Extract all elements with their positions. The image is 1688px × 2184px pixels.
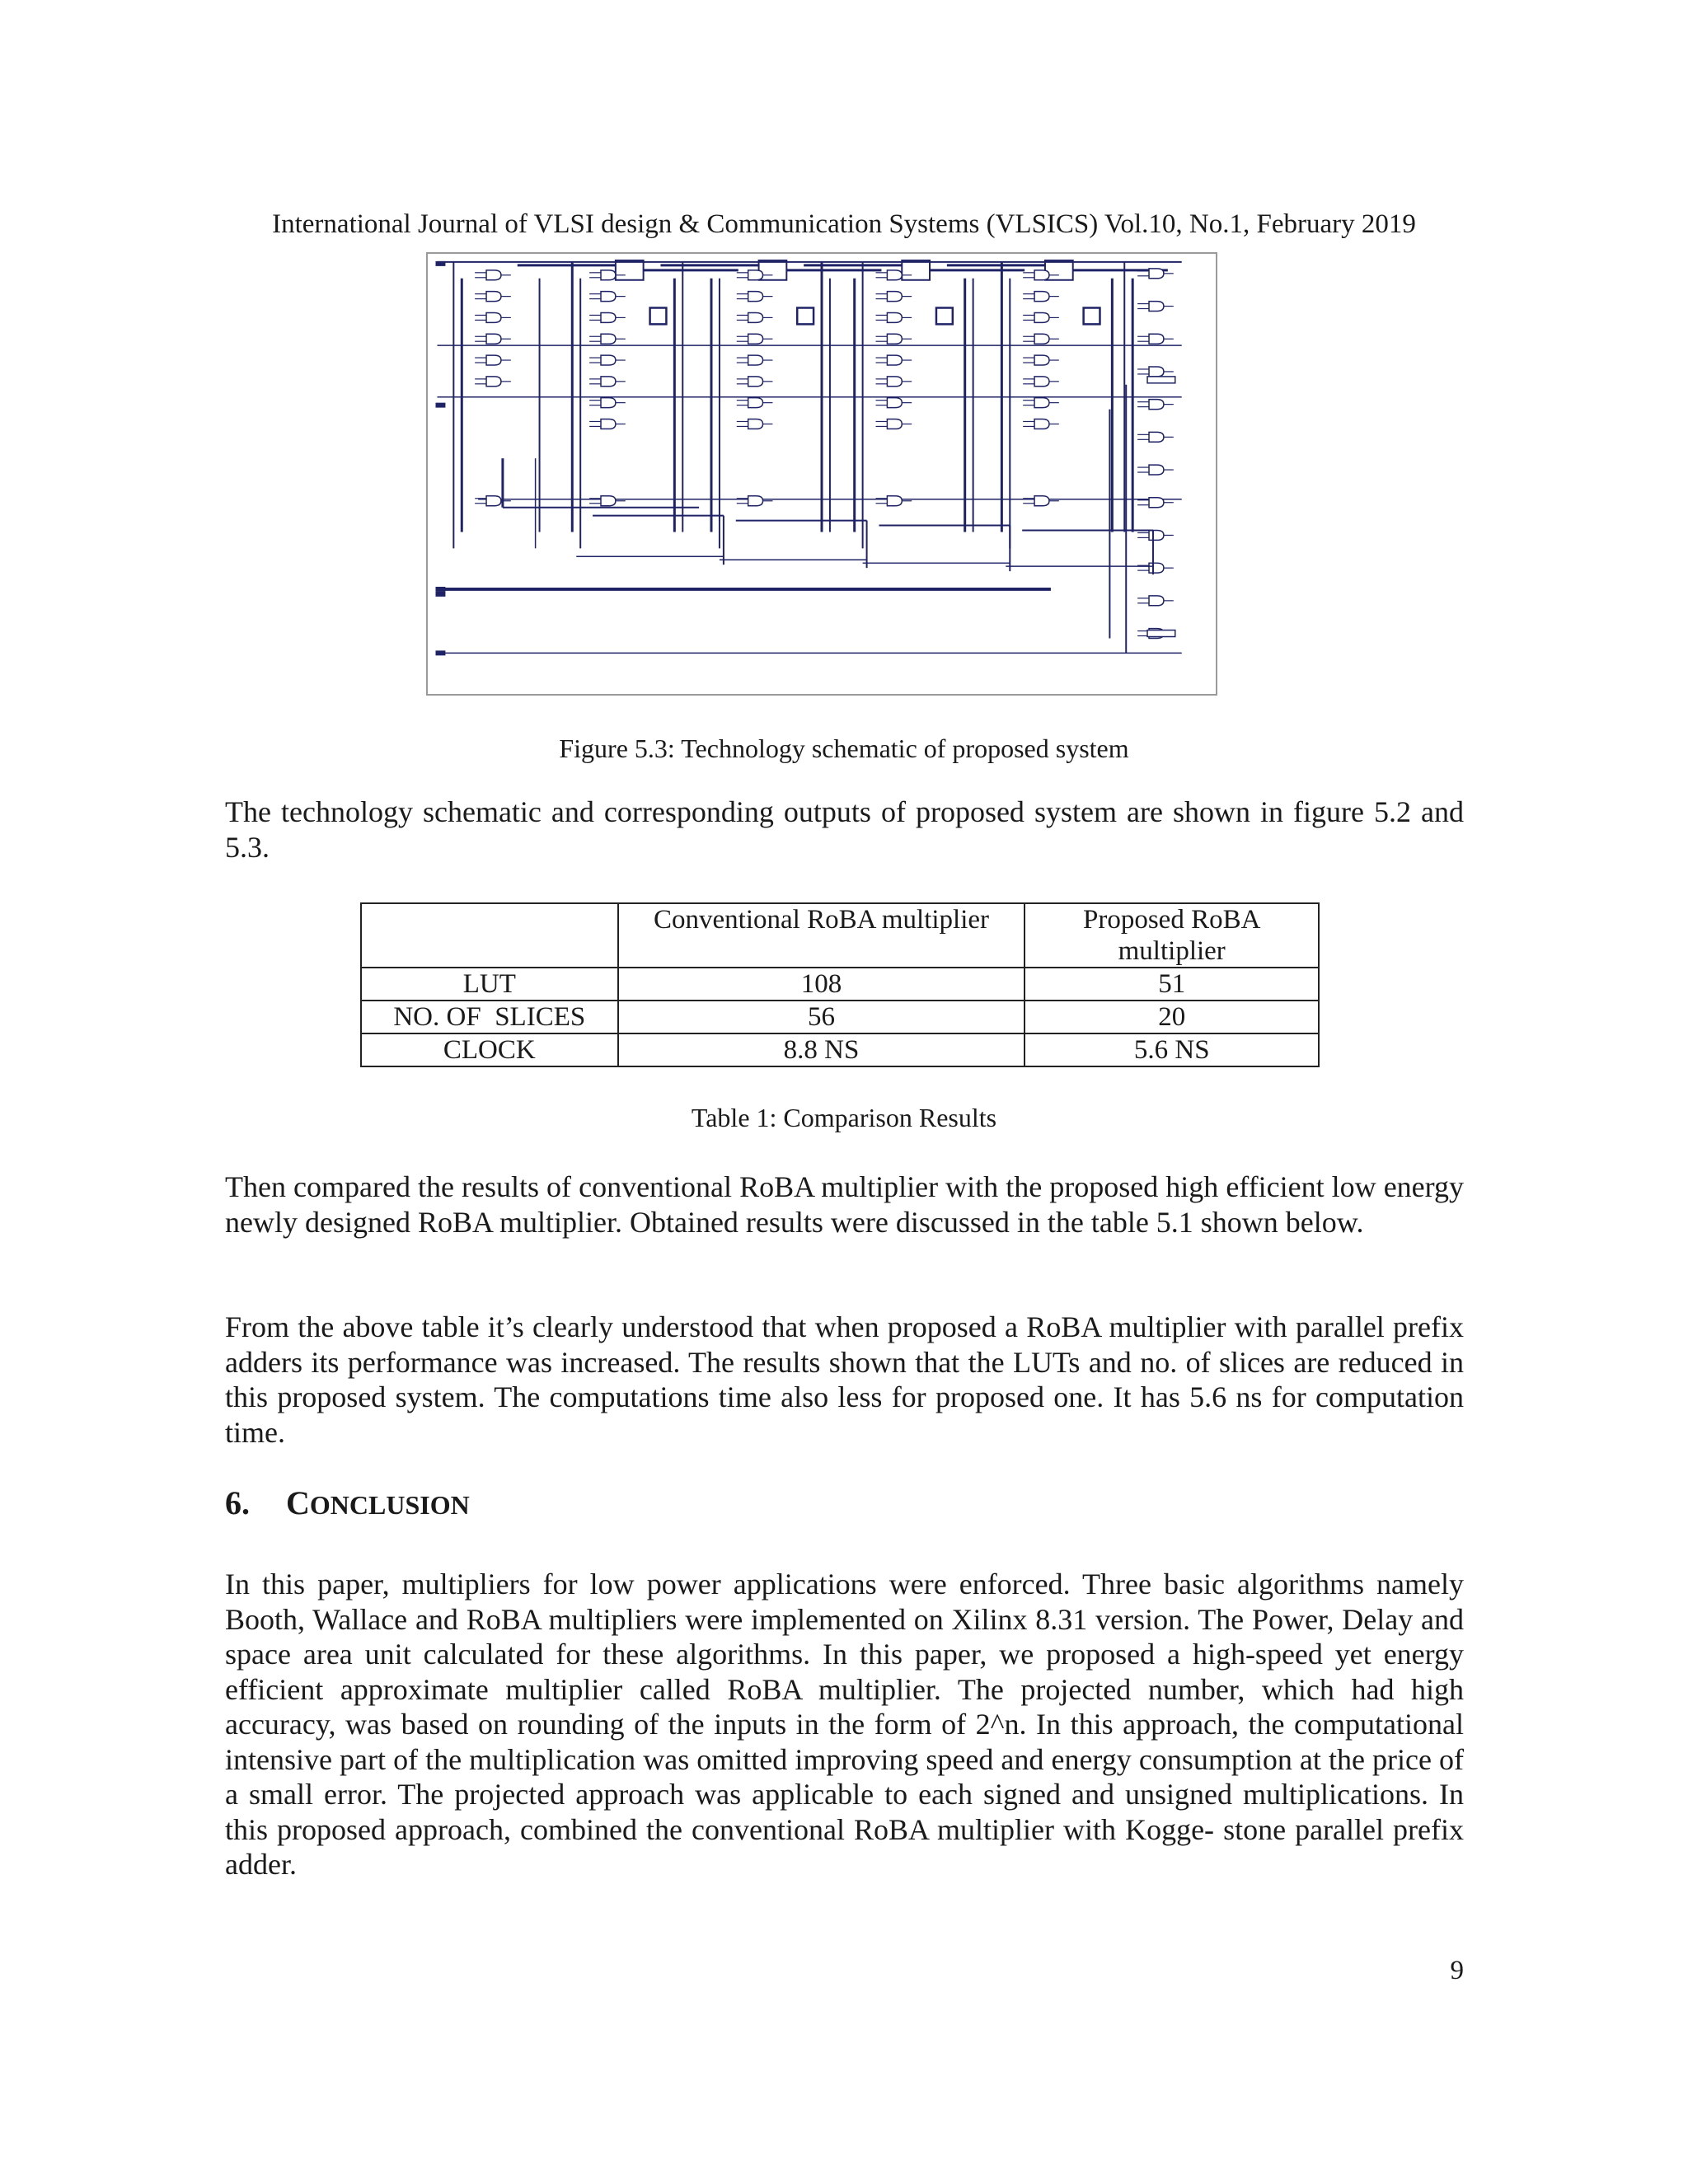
logic-gate [1034, 419, 1049, 429]
logic-gate [486, 334, 501, 344]
table-header-row [361, 903, 1319, 968]
table-cell: 51 [1025, 968, 1319, 1001]
logic-gate [1034, 377, 1049, 387]
logic-gate [748, 355, 763, 365]
running-header: International Journal of VLSI design & Communication Systems (VLSICS) Vol.10, No.1, February 2019 [272, 209, 1416, 239]
logic-gate [1149, 269, 1164, 279]
adder-block [650, 308, 667, 325]
comparison-table [360, 902, 1320, 1067]
table-cell: 8.8 NS [618, 1033, 1025, 1066]
logic-gate [887, 334, 902, 344]
logic-gate [1149, 465, 1164, 475]
logic-gate [1149, 432, 1164, 442]
logic-gate [887, 496, 902, 506]
table-cell: 20 [1025, 1001, 1319, 1033]
input-pin [436, 592, 446, 597]
table-caption: Table 1: Comparison Results [691, 1103, 997, 1132]
section-title-initial: C [286, 1484, 310, 1521]
logic-gate [1149, 563, 1164, 573]
input-pin [436, 261, 446, 266]
logic-gate [887, 270, 902, 280]
table-header-cell: Proposed RoBA multiplier [1025, 903, 1319, 968]
section-number: 6. [225, 1484, 250, 1521]
adder-block [936, 308, 953, 325]
logic-gate [887, 398, 902, 408]
input-pin [436, 650, 446, 655]
logic-gate [1149, 498, 1164, 508]
logic-gate [1034, 398, 1049, 408]
logic-gate [1149, 367, 1164, 377]
figure-caption: Figure 5.3: Technology schematic of proposed system [559, 733, 1129, 763]
logic-gate [601, 334, 616, 344]
table-header-cell [361, 903, 618, 968]
technology-schematic-figure [426, 252, 1217, 696]
table-cell: 5.6 NS [1025, 1033, 1319, 1066]
logic-gate [486, 496, 501, 506]
logic-gate [486, 377, 501, 387]
table-cell: NO. OF SLICES [361, 1001, 618, 1033]
input-pin [436, 587, 446, 592]
logic-gate [1149, 334, 1164, 344]
logic-gate [1034, 312, 1049, 322]
logic-gate [887, 419, 902, 429]
schematic-diagram [428, 254, 1216, 694]
logic-gate [887, 312, 902, 322]
table-header-cell: Conventional RoBA multiplier [618, 903, 1025, 968]
logic-gate [601, 355, 616, 365]
logic-gate [1149, 596, 1164, 606]
logic-gate [1034, 496, 1049, 506]
table-cell: LUT [361, 968, 618, 1001]
table-row [361, 968, 1319, 1001]
section-heading [225, 1483, 470, 1522]
logic-gate [887, 377, 902, 387]
paragraph-analysis: From the above table it’s clearly understood that when proposed a RoBA multiplier with parallel prefix adders its performance was increased. The results shown that the LUTs and no. of slices are reduced in this proposed system. The computations time also less for proposed one. It has 5.6 ns for computation time. [225, 1310, 1464, 1449]
logic-gate [601, 292, 616, 302]
logic-gate [748, 312, 763, 322]
paragraph-comparison: Then compared the results of conventional RoBA multiplier with the proposed high efficient low energy newly designed RoBA multiplier. Obtained results were discussed in the table 5.1 shown below. [225, 1170, 1464, 1239]
register-block [902, 260, 930, 280]
logic-gate [601, 312, 616, 322]
logic-gate [748, 398, 763, 408]
table-cell: 56 [618, 1001, 1025, 1033]
logic-gate [1034, 270, 1049, 280]
logic-gate [601, 377, 616, 387]
logic-gate [887, 355, 902, 365]
logic-gate [601, 496, 616, 506]
logic-gate [486, 292, 501, 302]
logic-gate [748, 270, 763, 280]
table-row [361, 1033, 1319, 1066]
logic-gate [1034, 355, 1049, 365]
logic-gate [748, 377, 763, 387]
logic-gate [601, 419, 616, 429]
table-cell: 108 [618, 968, 1025, 1001]
logic-gate [748, 419, 763, 429]
logic-gate [601, 398, 616, 408]
adder-block [797, 308, 814, 325]
logic-gate [748, 292, 763, 302]
register-block [616, 260, 644, 280]
page-number: 9 [1450, 1956, 1464, 1985]
logic-gate [486, 270, 501, 280]
logic-gate [601, 270, 616, 280]
buffer-block [1147, 377, 1175, 383]
logic-gate [486, 312, 501, 322]
section-title-rest: ONCLUSION [309, 1490, 470, 1520]
table-row [361, 1001, 1319, 1033]
adder-block [1084, 308, 1100, 325]
logic-gate [1034, 334, 1049, 344]
logic-gate [486, 355, 501, 365]
logic-gate [748, 496, 763, 506]
paragraph-intro: The technology schematic and corresponding outputs of proposed system are shown in figure 5.2 and 5.3. [225, 795, 1464, 864]
logic-gate [1149, 530, 1164, 540]
buffer-block [1147, 630, 1175, 637]
logic-gate [887, 292, 902, 302]
logic-gate [1149, 400, 1164, 410]
paragraph-conclusion: In this paper, multipliers for low power applications were enforced. Three basic algorithms namely Booth, Wallace and RoBA multipliers were implemented on Xilinx 8.31 version. The Power, Delay and space area unit calculated for these algorithms. In this paper, we proposed a high-speed yet energy efficient approximate multiplier called RoBA multiplier. The projected number, which had high accuracy, was based on rounding of the inputs in the form of 2^n. In this approach, the computational intensive part of the multiplication was omitted improving speed and energy consumption at the price of a small error. The projected approach was applicable to each signed and unsigned multiplications. In this proposed approach, combined the conventional RoBA multiplier with Kogge- stone parallel prefix adder. [225, 1568, 1464, 1881]
logic-gate [1034, 292, 1049, 302]
logic-gate [1149, 302, 1164, 312]
input-pin [436, 403, 446, 408]
table-cell: CLOCK [361, 1033, 618, 1066]
logic-gate [748, 334, 763, 344]
